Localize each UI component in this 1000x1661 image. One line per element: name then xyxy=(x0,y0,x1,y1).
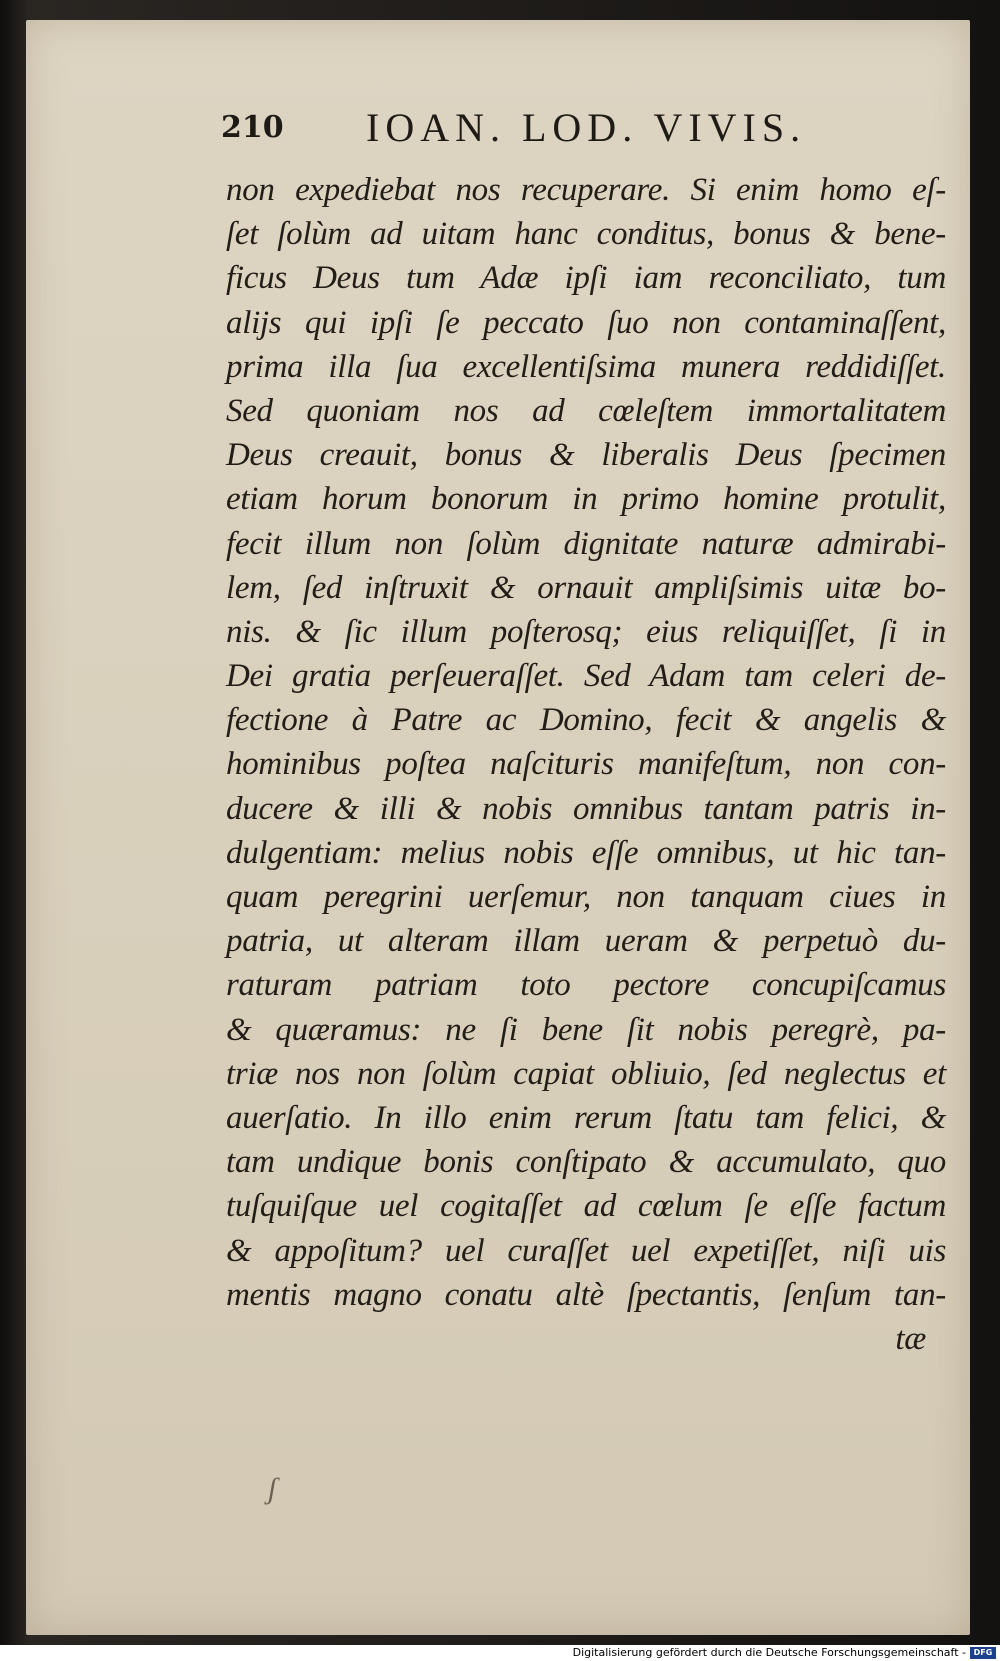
running-head xyxy=(221,100,841,156)
text-line: Deus creauit, bonus & liberalis Deus ſpecimen xyxy=(226,437,946,474)
dfg-logo-icon: DFG xyxy=(970,1647,996,1659)
text-line: mentis magno conatu altè ſpectantis, ſenſum tan- xyxy=(226,1276,946,1313)
text-line: quam peregrini uerſemur, non tanquam ciues in xyxy=(226,879,946,915)
text-line: prima illa ſua excellentiſsima munera reddidiſſet. xyxy=(226,348,946,385)
running-title: IOAN. LOD. VIVIS. xyxy=(366,105,807,150)
text-line: ducere & illi & nobis omnibus tantam patris in- xyxy=(226,790,946,827)
text-line: raturam patriam toto pectore concupiſcamus xyxy=(226,967,946,1004)
text-line: etiam horum bonorum in primo homine protulit, xyxy=(226,481,946,518)
text-line: hominibus poſtea naſcituris manifeſtum, non con- xyxy=(226,746,946,783)
text-line: tuſquiſque uel cogitaſſet ad cœlum ſe eſſe factum xyxy=(226,1188,946,1225)
text-line: fectione à Patre ac Domino, fecit & angelis & xyxy=(226,702,946,739)
text-line: dulgentiam: melius nobis eſſe omnibus, ut hic tan- xyxy=(226,834,946,871)
text-line: nis. & ſic illum poſterosq; eius reliquiſſet, ſi in xyxy=(226,613,946,650)
text-line: lem, ſed inſtruxit & ornauit ampliſsimis uitæ bo- xyxy=(226,569,946,606)
book-page xyxy=(26,20,970,1635)
text-line: Sed quoniam nos ad cœleſtem immortalitatem xyxy=(226,392,946,429)
text-line: ſet ſolùm ad uitam hanc conditus, bonus & bene- xyxy=(226,216,946,253)
text-line: patria, ut alteram illam ueram & perpetuò du- xyxy=(226,923,946,960)
text-line: Dei gratia perſeueraſſet. Sed Adam tam celeri de- xyxy=(226,658,946,695)
text-line: non expediebat nos recuperare. Si enim homo eſ- xyxy=(226,172,946,208)
text-line: triæ nos non ſolùm capiat obliuio, ſed neglectus et xyxy=(226,1055,946,1092)
text-line: & appoſitum? uel curaſſet uel expetiſſet, niſi uis xyxy=(226,1232,946,1269)
text-line: ficus Deus tum Adæ ipſi iam reconciliato, tum xyxy=(226,260,946,297)
text-line: & quæramus: ne ſi bene ſit nobis peregrè, pa- xyxy=(226,1011,946,1048)
catchword: tæ xyxy=(895,1320,926,1357)
digitization-credit: Digitalisierung gefördert durch die Deutsche Forschungsgemeinschaft - xyxy=(572,1646,966,1659)
page-number: 210 xyxy=(221,110,284,145)
footer-bar xyxy=(0,1645,1000,1661)
text-line: fecit illum non ſolùm dignitate naturæ admirabi- xyxy=(226,525,946,562)
pencil-mark-icon: ʃ xyxy=(268,1472,277,1505)
text-line: alijs qui ipſi ſe peccato ſuo non contaminaſſent, xyxy=(226,304,946,341)
text-block xyxy=(226,168,946,1361)
text-line: auerſatio. In illo enim rerum ſtatu tam felici, & xyxy=(226,1099,946,1136)
text-line: tam undique bonis conſtipato & accumulato, quo xyxy=(226,1144,946,1181)
